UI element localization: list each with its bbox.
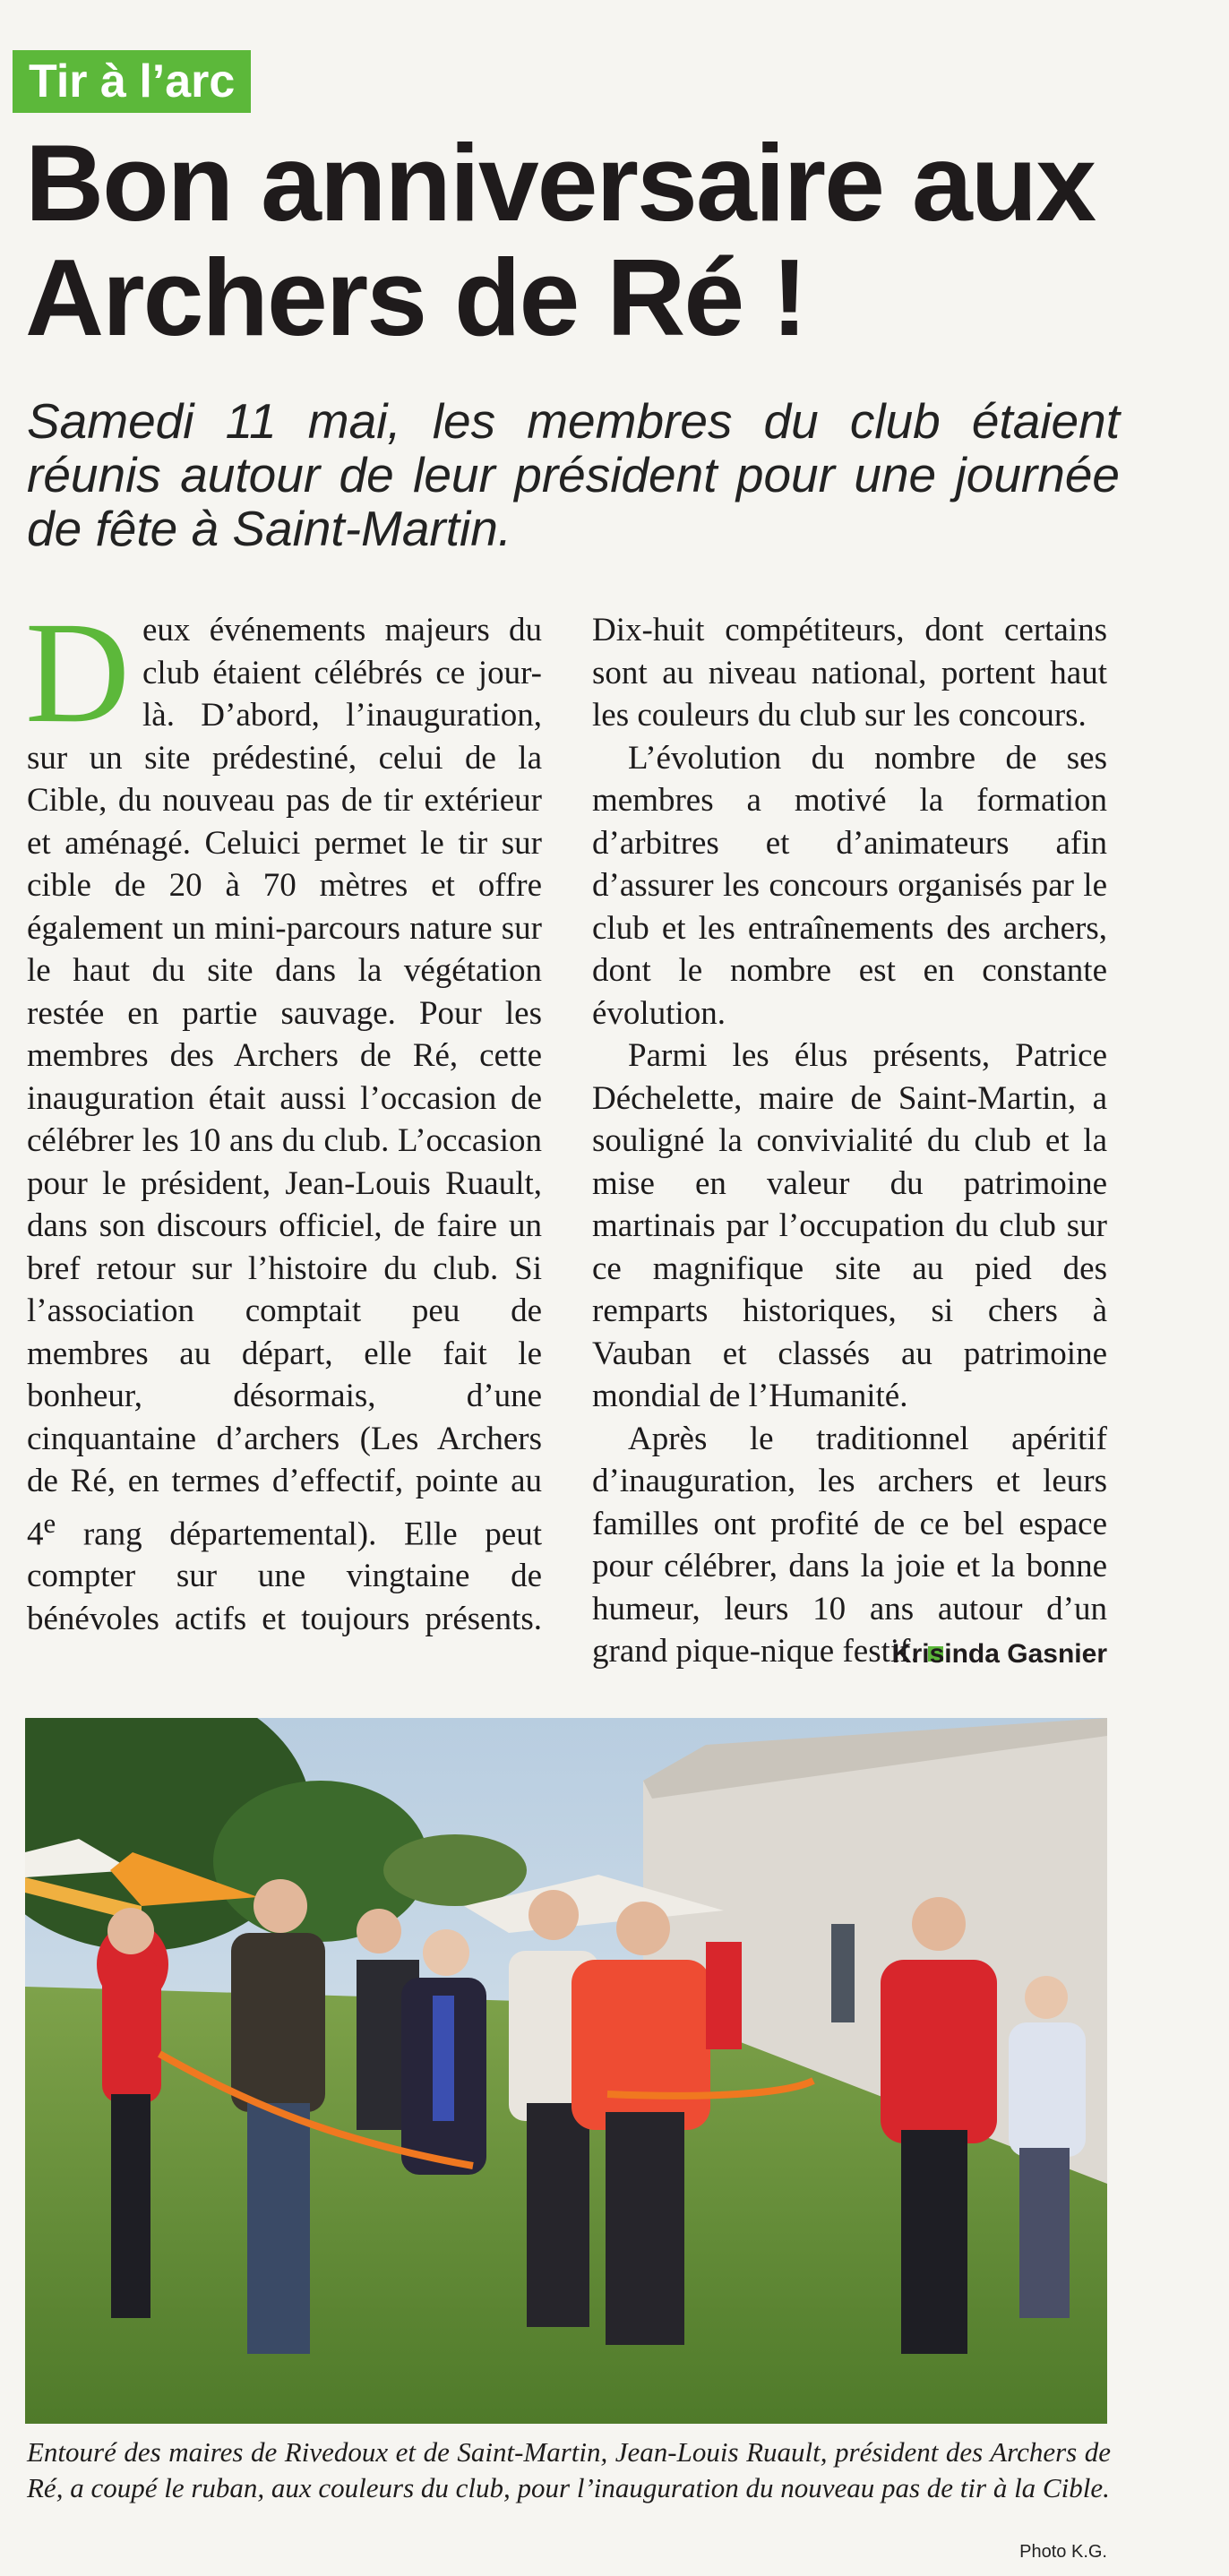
byline: Krisinda Gasnier bbox=[891, 1639, 1107, 1669]
photo-caption: Entouré des maires de Rivedoux et de Saint-Martin, Jean-Louis Ruault, président des Archers de Ré, a coupé le ruban, aux couleurs du club, pour l’inauguration du nouveau pas de tir à la Cible. bbox=[27, 2436, 1111, 2503]
standfirst: Samedi 11 mai, les membres du club étaient réunis autour de leur président pour une journée de fête à Saint-Martin. bbox=[27, 393, 1120, 556]
drop-cap: D bbox=[25, 593, 130, 753]
article-paragraph-1: Deux événements majeurs du club étaient célébrés ce jour-là. D’abord, l’inauguration, sur un site prédestiné, celui de la Cible, du nouveau pas de tir extérieur et aménagé. Celuici permet le tir sur cible de 20 à 70 mètres et offre également un mini-parcours nature sur le haut du site dans la végétation restée en partie sauvage. Pour les membres des Archers de Ré, cette inauguration était aussi l’occasion de célébrer les 10 ans du club. L’occasion pour le président, Jean-Louis Ruault, dans son discours officiel, de faire un bref retour sur l’histoire du club. Si l’association comptait peu de membres au départ, elle fait le bonheur, désormais, d’une cinquantaine d’archers (Les Archers de Ré, en termes d’effectif, pointe au 4e rang départemental). Elle peut compter sur une vingtaine de bénévoles actifs et toujours présents. Dix-huit compétiteurs, dont certains sont au niveau national, portent haut les couleurs du club sur les concours. bbox=[25, 593, 1107, 1637]
ribbon-cutting-photo bbox=[25, 1718, 1107, 2424]
photo-credit: Photo K.G. bbox=[1019, 2542, 1107, 2562]
photo-illustration bbox=[25, 1718, 1107, 2424]
headline: Bon anniversaire aux Archers de Ré ! bbox=[25, 122, 1096, 358]
article-body bbox=[25, 593, 1107, 1679]
section-rubric: Tir à l’arc bbox=[13, 50, 251, 113]
article-paragraph-2: L’évolution du nombre de ses membres a motivé la formation d’arbitres et d’animateurs afin d’assurer les concours organisés par le club et les entraînements des archers, dont le nombre est en constante évolution. bbox=[592, 739, 1107, 1032]
article-paragraph-4: Après le traditionnel apéritif d’inauguration, les archers et leurs familles ont profité de ce bel espace pour célébrer, dans la joie et la bonne humeur, leurs 10 ans autour d’un grand pique-nique festif. bbox=[592, 1420, 1107, 1670]
article-paragraph-3: Parmi les élus présents, Patrice Déchelette, maire de Saint-Martin, a souligné la convivialité du club et la mise en valeur du patrimoine martinais par l’occupation du club sur ce magnifique site au pied des remparts historiques, si chers à Vauban et classés au patrimoine mondial de l’Humanité. bbox=[592, 1037, 1107, 1414]
